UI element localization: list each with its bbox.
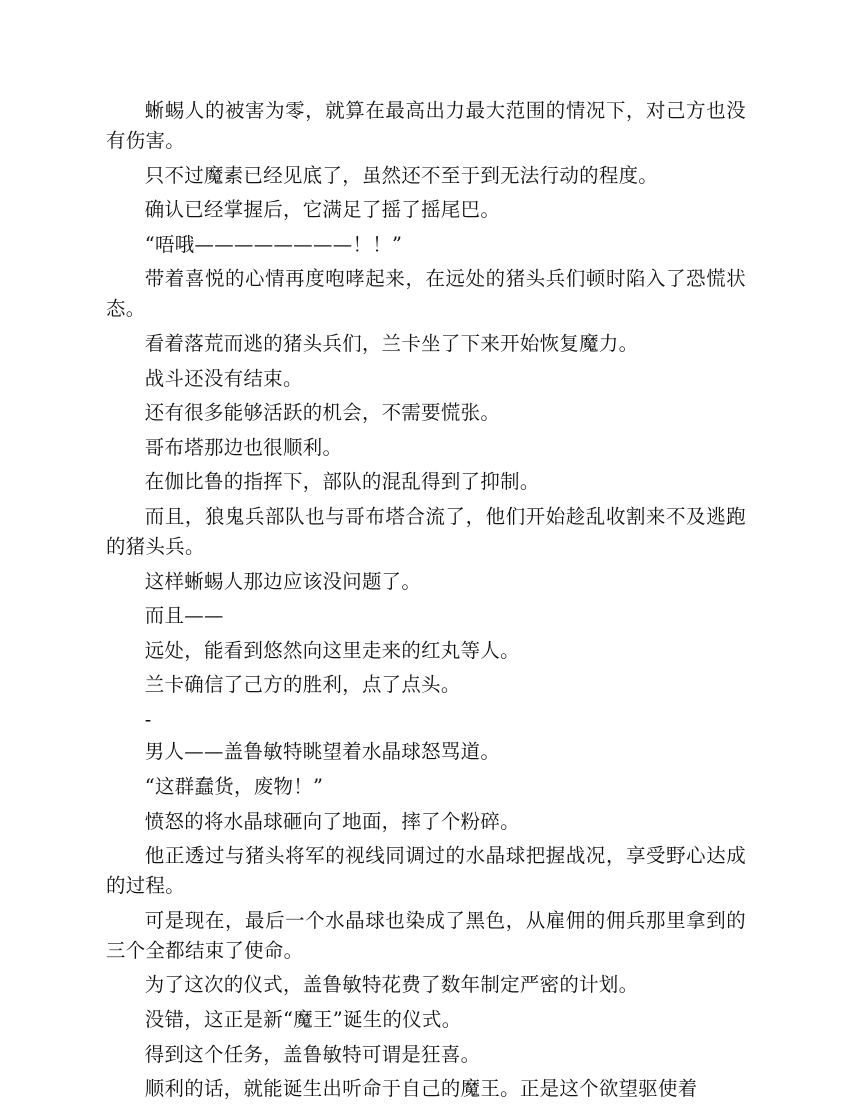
paragraph-17: 男人——盖鲁敏特眺望着水晶球怒骂道。 (144, 740, 501, 764)
paragraph-6: 看着落荒而逃的猪头兵们，兰卡坐了下来开始恢复魔力。 (144, 331, 639, 355)
document-page (106, 96, 746, 1109)
paragraph-12: 这样蜥蜴人那边应该没问题了。 (144, 569, 422, 593)
paragraph-5: 带着喜悦的心情再度咆哮起来，在远处的猪头兵们顿时陷入了恐慌状态。 (106, 267, 746, 321)
paragraph-1: 蜥蜴人的被害为零，就算在最高出力最大范围的情况下，对己方也没有伤害。 (106, 99, 746, 152)
paragraph-24: 得到这个任务，盖鲁敏特可谓是狂喜。 (144, 1042, 481, 1066)
paragraph-13: 而且—— (144, 604, 224, 628)
paragraph-4: “唔哦————————！！” (144, 232, 403, 256)
paragraph-10: 在伽比鲁的指挥下，部队的混乱得到了抑制。 (144, 470, 540, 494)
paragraph-21: 可是现在，最后一个水晶球也染成了黑色，从雇佣的佣兵那里拿到的三个全都结束了使命。 (106, 908, 746, 962)
paragraph-7: 战斗还没有结束。 (144, 366, 303, 390)
paragraph-22: 为了这次的仪式，盖鲁敏特花费了数年制定严密的计划。 (144, 973, 639, 997)
paragraph-11: 而且，狼鬼兵部队也与哥布塔合流了，他们开始趁乱收割来不及逃跑的猪头兵。 (106, 504, 746, 558)
paragraph-20: 他正透过与猪头将军的视线同调过的水晶球把握战况，享受野心达成的过程。 (106, 844, 746, 898)
paragraph-23: 没错，这正是新“魔王”诞生的仪式。 (144, 1007, 462, 1031)
paragraph-14: 远处，能看到悠然向这里走来的红丸等人。 (144, 638, 520, 662)
paragraph-18: “这群蠢货，废物！” (144, 775, 324, 798)
paragraph-9: 哥布塔那边也很顺利。 (144, 435, 343, 459)
paragraph-19: 愤怒的将水晶球砸向了地面，摔了个粉碎。 (144, 809, 520, 833)
paragraph-3: 确认已经掌握后，它满足了摇了摇尾巴。 (144, 198, 501, 222)
paragraph-25: 顺利的话，就能诞生出听命于自己的魔王。正是这个欲望驱使着 (144, 1077, 698, 1101)
section-separator: - (144, 707, 152, 731)
paragraph-15: 兰卡确信了己方的胜利，点了点头。 (144, 673, 461, 697)
paragraph-2: 只不过魔素已经见底了，虽然还不至于到无法行动的程度。 (144, 163, 659, 187)
paragraph-8: 还有很多能够活跃的机会，不需要慌张。 (144, 401, 501, 425)
